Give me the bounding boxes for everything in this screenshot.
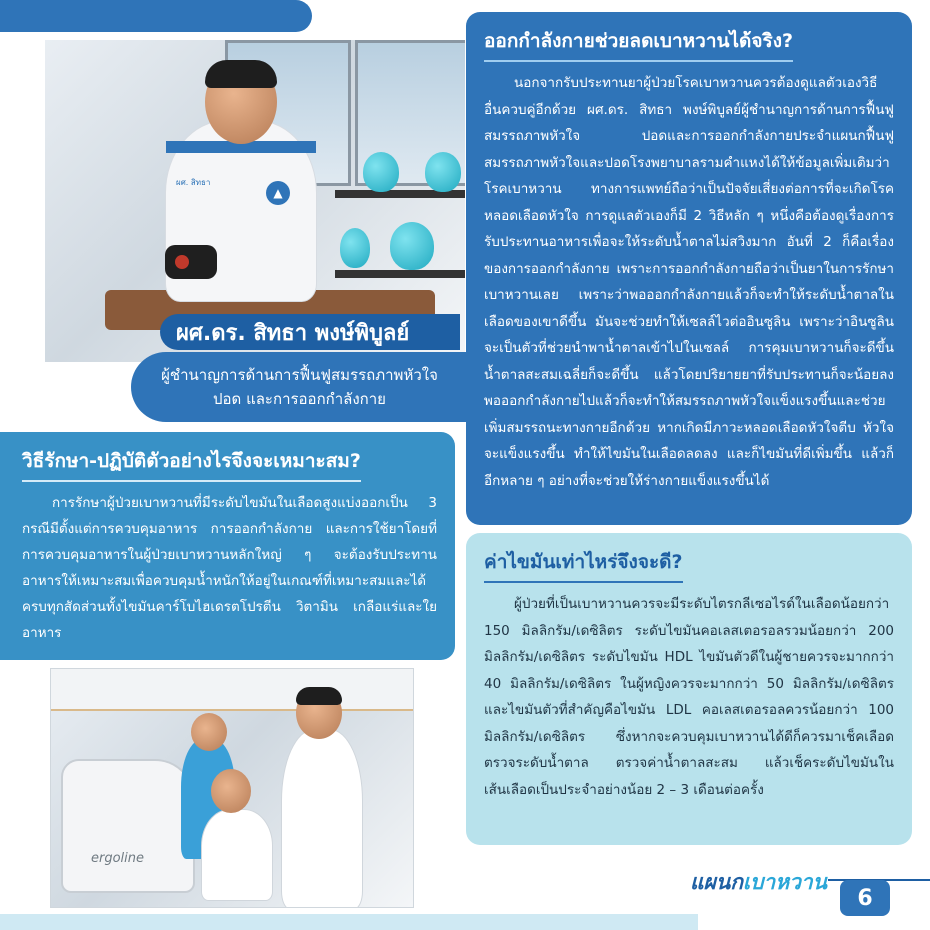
- shirt-logo-text: ผศ. สิทธา: [176, 178, 211, 187]
- bottom-decoration-strip: [0, 914, 698, 930]
- lipid-body: ผู้ป่วยที่เป็นเบาหวานควรจะมีระดับไตรกลีเซอไรด์ในเลือดน้อยกว่า 150 มิลลิกรัม/เดซิลิตร ระดับไขมันคอเลสเตอรอลรวมน้อยกว่า 200 มิลลิกรัม/เดซิลิตร ระดับไขมัน HDL ไขมันตัวดีในผู้ชายควรจะมากกว่า 40 มิลลิกรัม/เดซิลิตร ในผู้หญิงควรจะมากกว่า 50 มิลลิกรัม/เดซิลิตร และไขมันตัวที่สำคัญคือไขมัน LDL คอเลสเตอรอลควรน้อยกว่า 100 มิลลิกรัม/เดซิลิตร ซึ่งหากจะควบคุมเบาหวานได้ดีก็ควรมาเช็คเลือด ตรวจระดับน้ำตาล ตรวจค่าน้ำตาลสะสม แล้วเช็คระดับไขมันในเส้นเลือดเป็นประจำอย่างน้อย 2 – 3 เดือนต่อครั้ง: [484, 596, 894, 798]
- doctor-title-box: [131, 352, 468, 422]
- kettlebell-icon: [363, 152, 399, 192]
- lipid-section: [466, 533, 912, 845]
- doctor-head: [205, 60, 277, 144]
- exercise-section: [466, 12, 912, 525]
- doctor-title-line1: ผู้ชำนาญการด้านการฟื้นฟูสมรรถภาพหัวใจ: [161, 366, 438, 384]
- hospital-logo-icon: ▲: [266, 181, 290, 205]
- treatment-body: การรักษาผู้ป่วยเบาหวานที่มีระดับไขมันในเลือดสูงแบ่งออกเป็น 3 กรณีมีตั้งแต่การควบคุมอาหาร การออกกำลังกาย และการใช้ยาโดยที่การควบคุมอาหารในผู้ป่วยเบาหวานหลักใหญ่ ๆ จะต้องรับประทานอาหารให้เหมาะสมเพื่อควบคุมน้ำหนักให้อยู่ในเกณฑ์ที่เหมาะสมและได้ครบทุกสัดส่วนทั้งไขมันคาร์โบไฮเดรตโปรตีน วิตามิน เกลือแร่และใยอาหาร: [22, 495, 437, 641]
- nurse-head: [191, 713, 227, 751]
- patient-figure: [201, 809, 273, 901]
- top-decoration-bar: [0, 0, 312, 32]
- exercise-body: นอกจากรับประทานยาผู้ป่วยโรคเบาหวานควรต้องดูแลตัวเองวิธีอื่นควบคู่อีกด้วย ผศ.ดร. สิทธา พงษ์พิบูลย์ผู้ชำนาญการด้านการฟื้นฟูสมรรถภาพหัวใจ ปอดและการออกกำลังกายประจำแผนกฟื้นฟูสมรรถภาพหัวใจและปอดโรงพยาบาลรามคำแหงได้ให้ข้อมูลเพิ่มเติมว่าโรคเบาหวาน ทางการแพทย์ถือว่าเป็นปัจจัยเสี่ยงต่อการที่จะเกิดโรคหลอดเลือดหัวใจ การดูแลตัวเองก็มี 2 วิธีหลัก ๆ หนึ่งคือต้องดูเรื่องการรับประทานอาหารเพื่อจะให้ระดับน้ำตาลไม่สวิงมาก อันที่ 2 ก็คือเรื่องของการออกกำลังกาย เพราะการออกกำลังกายถือว่าเป็นยาในการรักษาเบาหวานเลย เพราะว่าพอออกกำลังกายแล้วก็จะทำให้ระดับน้ำตาลในเลือดของเขาดีขึ้น มันจะช่วยทำให้เซลล์ไวต่ออินซูลิน เพราะว่าอินซูลินจะเป็นตัวที่ช่วยนำพาน้ำตาลเข้าไปในเซลล์ การคุมเบาหวานก็จะดีขึ้น น้ำตาลสะสมเฉลี่ยก็จะดีขึ้น แล้วโดยปริยายยาที่รับประทานก็จะน้อยลง พอออกกำลังกายไปแล้วก็จะทำให้สมรรถภาพหัวใจแข็งแรงขึ้นและช่วยเพิ่มสมรรถนะทางกายอีกด้วย หากเกิดมีภาวะหลอดเลือดหัวใจตีบ หัวใจจะแข็งแรงขึ้น ทำให้ไขมันในเลือดลดลง และก็ไขมันที่ดีเพิ่มขึ้น แล้วก็อีกหลาย ๆ อย่างที่จะช่วยให้ร่างกายแข็งแรงขึ้นได้: [484, 75, 894, 489]
- doctor-coat-figure: [281, 729, 363, 908]
- kettlebell-icon: [425, 152, 461, 192]
- treatment-section: [0, 432, 455, 660]
- doctor-title-line2: ปอด และการออกกำลังกาย: [213, 390, 386, 408]
- footer-brand: [690, 866, 827, 899]
- page-number: 6: [840, 880, 890, 916]
- kettlebell-icon: [340, 228, 370, 268]
- treatment-heading: วิธีรักษา-ปฏิบัติตัวอย่างไรจึงจะเหมาะสม?: [22, 446, 361, 482]
- exercise-machine: [61, 759, 195, 893]
- rack-shelf: [335, 270, 465, 278]
- ceiling: [51, 669, 413, 711]
- footer-brand-part2: เบาหวาน: [742, 870, 828, 894]
- kettlebell-icon: [390, 222, 434, 270]
- exercise-heading: ออกกำลังกายช่วยลดเบาหวานได้จริง?: [484, 26, 793, 62]
- dumbbell-icon: [165, 245, 217, 279]
- doctor-name-banner: [160, 314, 460, 350]
- patient-head: [211, 769, 251, 813]
- doctor-name: ผศ.ดร. สิทธา พงษ์พิบูลย์: [176, 320, 410, 346]
- footer-brand-part1: แผนก: [690, 870, 743, 894]
- lipid-heading: ค่าไขมันเท่าไหร่จึงจะดี?: [484, 547, 683, 583]
- machine-brand: ergoline: [91, 851, 145, 866]
- rehab-photo: [50, 668, 414, 908]
- doctor-head-bottom: [296, 687, 342, 739]
